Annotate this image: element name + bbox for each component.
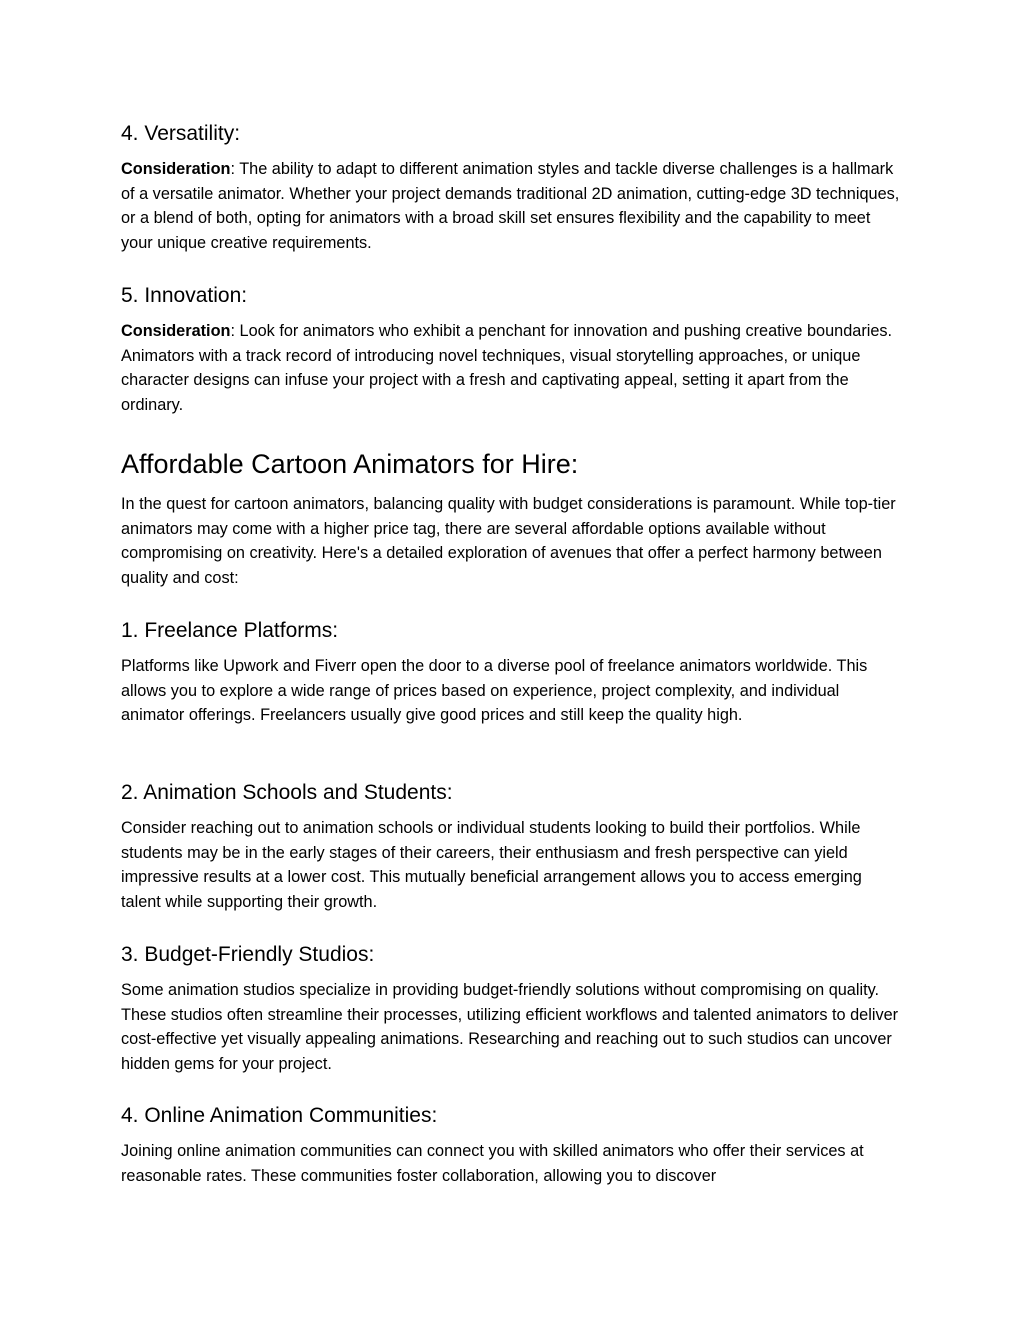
paragraph-freelance-platforms: Platforms like Upwork and Fiverr open the door to a diverse pool of freelance animators worldwide. This allows you to explore a wide range of prices based on experience, project complexity, and individual animator offerings. Freelancers usually give good prices and still keep the quality high.	[121, 657, 868, 725]
heading-versatility: 4. Versatility:	[121, 122, 241, 145]
consideration-label: Consideration	[121, 322, 231, 340]
paragraph-versatility	[121, 157, 906, 255]
paragraph-text: : The ability to adapt to different animation styles and tackle diverse challenges is a hallmark of a versatile animator. Whether your project demands traditional 2D animation, cutting-edge 3D techniques, or a blend of both, opting for animators with a broad skill set ensures flexibility and the capability to meet your unique creative requirements.	[121, 160, 900, 252]
heading-freelance-platforms: 1. Freelance Platforms:	[121, 619, 339, 642]
paragraph-text: : Look for animators who exhibit a penchant for innovation and pushing creative boundaries. Animators with a track record of introducing novel techniques, visual storytelling approaches, or unique character designs can infuse your project with a fresh and captivating appeal, setting it apart from the ordinary.	[121, 322, 893, 414]
paragraph-intro: In the quest for cartoon animators, balancing quality with budget considerations is paramount. While top-tier animators may come with a higher price tag, there are several affordable options available without compromising on creativity. Here's a detailed exploration of avenues that offer a perfect harmony between quality and cost:	[121, 495, 896, 587]
heading-online-communities: 4. Online Animation Communities:	[121, 1104, 438, 1127]
section-title-affordable: Affordable Cartoon Animators for Hire:	[121, 449, 579, 479]
paragraph-online-communities: Joining online animation communities can connect you with skilled animators who offer their services at reasonable rates. These communities foster collaboration, allowing you to discover	[121, 1142, 864, 1185]
paragraph-budget-studios: Some animation studios specialize in providing budget-friendly solutions without compromising on quality. These studios often streamline their processes, utilizing efficient workflows and talented animators to deliver cost-effective yet visually appealing animations. Researching and reaching out to such studios can uncover hidden gems for your project.	[121, 981, 899, 1073]
heading-budget-studios: 3. Budget-Friendly Studios:	[121, 943, 375, 966]
paragraph-animation-schools: Consider reaching out to animation schools or individual students looking to build their portfolios. While students may be in the early stages of their careers, their enthusiasm and fresh perspective can yield impressive results at a lower cost. This mutually beneficial arrangement allows you to access emerging talent while supporting their growth.	[121, 819, 862, 911]
heading-animation-schools: 2. Animation Schools and Students:	[121, 781, 453, 804]
paragraph-innovation	[121, 319, 906, 417]
heading-innovation: 5. Innovation:	[121, 284, 248, 307]
consideration-label: Consideration	[121, 160, 231, 178]
